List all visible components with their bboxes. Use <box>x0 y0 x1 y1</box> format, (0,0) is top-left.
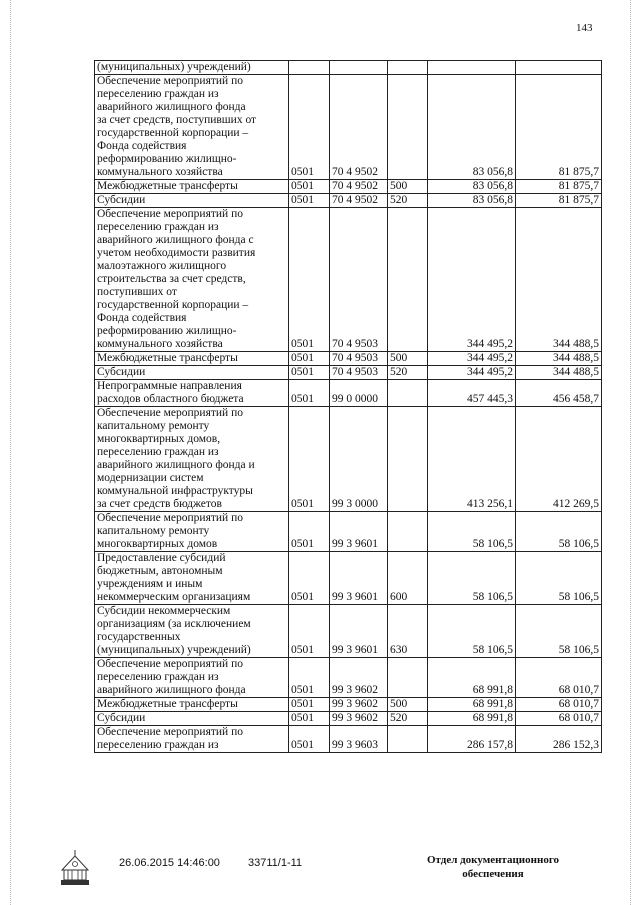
table-row <box>95 512 602 552</box>
row-name-line: Фонда содействия <box>97 140 187 152</box>
row-name-line: организациям (за исключением <box>97 618 251 630</box>
section-code-cell: 0501 <box>289 658 330 698</box>
amount-executed-cell: 456 458,7 <box>516 380 602 407</box>
row-name-line: за счет средств бюджетов <box>97 498 222 510</box>
target-article-cell: 99 3 9602 <box>330 712 388 726</box>
row-name-line: Обеспечение мероприятий по <box>97 75 243 87</box>
row-name-line: Обеспечение мероприятий по <box>97 726 243 738</box>
amount-approved-cell: 457 445,3 <box>428 380 516 407</box>
amount-executed-cell: 344 488,5 <box>516 366 602 380</box>
row-name-line: переселению граждан из <box>97 88 219 100</box>
footer-department-line2: обеспечения <box>462 868 524 880</box>
row-name-line: Обеспечение мероприятий по <box>97 512 243 524</box>
row-name-line: многоквартирных домов, <box>97 433 221 445</box>
target-article-cell: 70 4 9502 <box>330 180 388 194</box>
row-name-line: Субсидии некоммерческим <box>97 605 231 617</box>
section-code-cell: 0501 <box>289 366 330 380</box>
row-name-line: Субсидии <box>97 712 146 724</box>
amount-executed-cell <box>516 61 602 75</box>
row-name-line: аварийного жилищного фонда и <box>97 459 255 471</box>
row-name-cell <box>95 712 289 726</box>
amount-approved-cell: 68 991,8 <box>428 698 516 712</box>
section-code-cell <box>289 61 330 75</box>
amount-executed-cell: 81 875,7 <box>516 180 602 194</box>
table-row <box>95 407 602 512</box>
table-row <box>95 552 602 605</box>
row-name-cell <box>95 352 289 366</box>
table-row <box>95 726 602 753</box>
amount-executed-cell: 344 488,5 <box>516 208 602 352</box>
amount-executed-cell: 81 875,7 <box>516 194 602 208</box>
budget-table <box>94 60 602 753</box>
row-name-cell <box>95 658 289 698</box>
row-name-line: аварийного жилищного фонда <box>97 101 246 113</box>
footer-doc-number: 33711/1-11 <box>248 857 303 869</box>
expense-type-cell: 520 <box>388 194 428 208</box>
row-name-line: Обеспечение мероприятий по <box>97 658 243 670</box>
amount-executed-cell: 344 488,5 <box>516 352 602 366</box>
amount-approved-cell: 344 495,2 <box>428 366 516 380</box>
section-code-cell: 0501 <box>289 512 330 552</box>
row-name-line: строительства за счет средств, <box>97 273 246 285</box>
footer-department <box>418 853 568 881</box>
target-article-cell: 70 4 9502 <box>330 75 388 180</box>
expense-type-cell <box>388 380 428 407</box>
expense-type-cell: 600 <box>388 552 428 605</box>
target-article-cell: 99 0 0000 <box>330 380 388 407</box>
row-name-cell <box>95 552 289 605</box>
target-article-cell: 99 3 9603 <box>330 726 388 753</box>
amount-approved-cell: 344 495,2 <box>428 352 516 366</box>
row-name-line: реформированию жилищно- <box>97 325 237 337</box>
amount-approved-cell: 58 106,5 <box>428 512 516 552</box>
row-name-cell <box>95 698 289 712</box>
row-name-line: аварийного жилищного фонда <box>97 684 246 696</box>
row-name-line: Субсидии <box>97 194 146 206</box>
row-name-line: (муниципальных) учреждений) <box>97 61 251 73</box>
row-name-cell <box>95 726 289 753</box>
row-name-line: коммунального хозяйства <box>97 166 223 178</box>
section-code-cell: 0501 <box>289 407 330 512</box>
row-name-line: государственной корпорации – <box>97 299 249 311</box>
table-row <box>95 75 602 180</box>
row-name-cell <box>95 407 289 512</box>
table-row <box>95 605 602 658</box>
table-row <box>95 366 602 380</box>
amount-approved-cell: 286 157,8 <box>428 726 516 753</box>
amount-executed-cell: 58 106,5 <box>516 605 602 658</box>
row-name-line: переселению граждан из <box>97 739 219 751</box>
section-code-cell: 0501 <box>289 698 330 712</box>
row-name-line: некоммерческим организациям <box>97 591 251 603</box>
page-number: 143 <box>576 22 593 34</box>
target-article-cell: 70 4 9503 <box>330 366 388 380</box>
amount-executed-cell: 68 010,7 <box>516 712 602 726</box>
target-article-cell: 99 3 9601 <box>330 512 388 552</box>
table-row <box>95 698 602 712</box>
section-code-cell: 0501 <box>289 180 330 194</box>
row-name-line: государственной корпорации – <box>97 127 249 139</box>
expense-type-cell: 520 <box>388 712 428 726</box>
table-row <box>95 180 602 194</box>
amount-executed-cell: 286 152,3 <box>516 726 602 753</box>
amount-executed-cell: 68 010,7 <box>516 658 602 698</box>
row-name-line: Межбюджетные трансферты <box>97 352 238 364</box>
right-scan-edge <box>630 0 631 905</box>
target-article-cell <box>330 61 388 75</box>
budget-table-body <box>95 61 602 753</box>
section-code-cell: 0501 <box>289 75 330 180</box>
row-name-cell <box>95 194 289 208</box>
table-row <box>95 352 602 366</box>
row-name-line: учетом необходимости развития <box>97 247 256 259</box>
amount-executed-cell: 68 010,7 <box>516 698 602 712</box>
table-row <box>95 61 602 75</box>
row-name-line: за счет средств, поступивших от <box>97 114 257 126</box>
row-name-line: бюджетным, автономным <box>97 565 223 577</box>
row-name-line: Непрограммные направления <box>97 380 242 392</box>
section-code-cell: 0501 <box>289 726 330 753</box>
row-name-line: расходов областного бюджета <box>97 393 244 405</box>
amount-executed-cell: 81 875,7 <box>516 75 602 180</box>
row-name-cell <box>95 75 289 180</box>
target-article-cell: 99 3 0000 <box>330 407 388 512</box>
duma-emblem-icon <box>58 848 92 888</box>
row-name-line: переселению граждан из <box>97 671 219 683</box>
expense-type-cell <box>388 658 428 698</box>
row-name-line: учреждениям и иным <box>97 578 203 590</box>
table-row <box>95 194 602 208</box>
expense-type-cell: 500 <box>388 180 428 194</box>
target-article-cell: 70 4 9503 <box>330 352 388 366</box>
section-code-cell: 0501 <box>289 380 330 407</box>
target-article-cell: 99 3 9601 <box>330 552 388 605</box>
expense-type-cell <box>388 512 428 552</box>
row-name-cell <box>95 61 289 75</box>
amount-approved-cell: 413 256,1 <box>428 407 516 512</box>
amount-executed-cell: 58 106,5 <box>516 512 602 552</box>
row-name-line: Обеспечение мероприятий по <box>97 407 243 419</box>
section-code-cell: 0501 <box>289 352 330 366</box>
row-name-line: коммунального хозяйства <box>97 338 223 350</box>
row-name-line: государственных <box>97 631 181 643</box>
table-row <box>95 712 602 726</box>
amount-approved-cell: 344 495,2 <box>428 208 516 352</box>
table-row <box>95 380 602 407</box>
section-code-cell: 0501 <box>289 712 330 726</box>
row-name-line: Межбюджетные трансферты <box>97 180 238 192</box>
expense-type-cell: 520 <box>388 366 428 380</box>
amount-approved-cell: 83 056,8 <box>428 194 516 208</box>
target-article-cell: 99 3 9602 <box>330 658 388 698</box>
expense-type-cell: 630 <box>388 605 428 658</box>
row-name-line: малоэтажного жилищного <box>97 260 227 272</box>
expense-type-cell <box>388 208 428 352</box>
row-name-cell <box>95 380 289 407</box>
row-name-cell <box>95 208 289 352</box>
amount-executed-cell: 58 106,5 <box>516 552 602 605</box>
expense-type-cell <box>388 407 428 512</box>
expense-type-cell: 500 <box>388 352 428 366</box>
row-name-line: Субсидии <box>97 366 146 378</box>
amount-approved-cell: 83 056,8 <box>428 75 516 180</box>
amount-executed-cell: 412 269,5 <box>516 407 602 512</box>
amount-approved-cell: 68 991,8 <box>428 712 516 726</box>
row-name-line: Межбюджетные трансферты <box>97 698 238 710</box>
row-name-line: Обеспечение мероприятий по <box>97 208 243 220</box>
target-article-cell: 99 3 9601 <box>330 605 388 658</box>
row-name-line: многоквартирных домов <box>97 538 218 550</box>
table-row <box>95 208 602 352</box>
expense-type-cell: 500 <box>388 698 428 712</box>
row-name-line: модернизации систем <box>97 472 204 484</box>
footer-datetime: 26.06.2015 14:46:00 <box>119 857 220 869</box>
row-name-line: аварийного жилищного фонда с <box>97 234 254 246</box>
section-code-cell: 0501 <box>289 208 330 352</box>
section-code-cell: 0501 <box>289 605 330 658</box>
expense-type-cell <box>388 61 428 75</box>
row-name-line: переселению граждан из <box>97 221 219 233</box>
amount-approved-cell: 68 991,8 <box>428 658 516 698</box>
row-name-line: (муниципальных) учреждений) <box>97 644 251 656</box>
amount-approved-cell: 58 106,5 <box>428 605 516 658</box>
target-article-cell: 99 3 9602 <box>330 698 388 712</box>
expense-type-cell <box>388 75 428 180</box>
section-code-cell: 0501 <box>289 552 330 605</box>
expense-type-cell <box>388 726 428 753</box>
target-article-cell: 70 4 9503 <box>330 208 388 352</box>
row-name-cell <box>95 512 289 552</box>
row-name-cell <box>95 605 289 658</box>
footer-department-line1: Отдел документационного <box>426 854 560 866</box>
row-name-line: Фонда содействия <box>97 312 187 324</box>
row-name-line: поступивших от <box>97 286 177 298</box>
row-name-line: реформированию жилищно- <box>97 153 237 165</box>
row-name-line: Предоставление субсидий <box>97 552 226 564</box>
row-name-line: капитальному ремонту <box>97 420 210 432</box>
section-code-cell: 0501 <box>289 194 330 208</box>
target-article-cell: 70 4 9502 <box>330 194 388 208</box>
row-name-line: капитальному ремонту <box>97 525 210 537</box>
amount-approved-cell: 83 056,8 <box>428 180 516 194</box>
amount-approved-cell: 58 106,5 <box>428 552 516 605</box>
row-name-cell <box>95 366 289 380</box>
row-name-line: переселению граждан из <box>97 446 219 458</box>
left-scan-edge <box>10 0 11 905</box>
row-name-cell <box>95 180 289 194</box>
amount-approved-cell <box>428 61 516 75</box>
table-row <box>95 658 602 698</box>
row-name-line: коммунальной инфраструктуры <box>97 485 253 497</box>
